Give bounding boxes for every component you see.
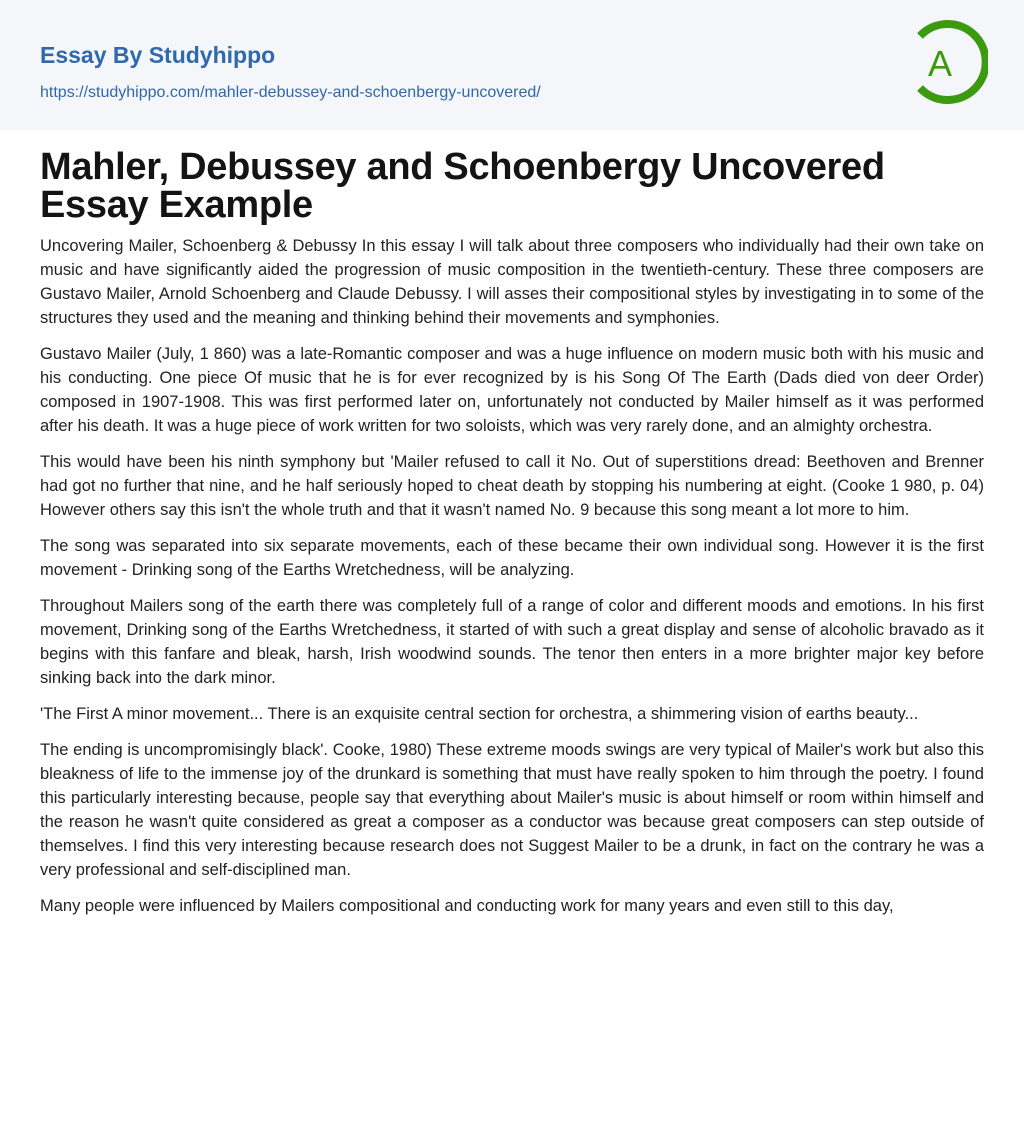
paragraph: The ending is uncompromisingly black'. Cooke, 1980) These extreme moods swings are very typical of Mailer's work but also this bleakness of life to the immense joy of the drunkard is something that must have really spoken to him through the poetry. I found this particularly interesting because, people say that everything about Mailer's music is about himself or room within himself and the reason he wasn't quite considered as great a composer as a conductor was because great composers can step outside of themselves. I find this very interesting because research does not Suggest Mailer to be a drunk, in fact on the contrary he was a very professional and self-disciplined man. <box>40 741 984 879</box>
paragraph: 'The First A minor movement... There is an exquisite central section for orchestra, a shimmering vision of earths beauty... <box>40 705 919 723</box>
paragraph: Uncovering Mailer, Schoenberg & Debussy In this essay I will talk about three composers who individually had their own take on music and have significantly aided the progression of music composition in the twentieth-century. These three composers are Gustavo Mailer, Arnold Schoenberg and Claude Debussy. I will asses their compositional styles by investigating in to some of the structures they used and the meaning and thinking behind their movements and symphonies. <box>40 237 984 327</box>
paragraph: The song was separated into six separate movements, each of these became their own individual song. However it is the first movement - Drinking song of the Earths Wretchedness, will be analyzing. <box>40 537 984 579</box>
paragraph: This would have been his ninth symphony but 'Mailer refused to call it No. Out of superstitions dread: Beethoven and Brenner had got no further that nine, and he half seriously hoped to cheat death by stopping his numbering at eight. (Cooke 1 980, p. 04) However others say this isn't the whole truth and that it wasn't named No. 9 because this song meant a lot more to him. <box>40 453 984 519</box>
paragraph: Throughout Mailers song of the earth there was completely full of a range of color and different moods and emotions. In his first movement, Drinking song of the Earths Wretchedness, it started of with such a great display and sense of alcoholic bravado as it begins with this fanfare and bleak, harsh, Irish woodwind sounds. The tenor then enters in a more brighter major key before sinking back into the dark minor. <box>40 597 984 687</box>
svg-text:A: A <box>927 43 953 84</box>
page-title: Mahler, Debussey and Schoenbergy Uncovered Essay Example <box>40 146 885 226</box>
paragraph: Many people were influenced by Mailers compositional and conducting work for many years and even still to this day, <box>40 897 894 915</box>
essay-url-link[interactable]: https://studyhippo.com/mahler-debussey-and-schoenbergy-uncovered/ <box>40 84 541 101</box>
essay-body <box>40 234 984 930</box>
studyhippo-logo-icon[interactable] <box>912 18 988 106</box>
site-header <box>0 0 1024 130</box>
paragraph: Gustavo Mailer (July, 1 860) was a late-Romantic composer and was a huge influence on modern music both with his music and his conducting. One piece Of music that he is for ever recognized by is his Song Of The Earth (Dads died von deer Order) composed in 1907-1908. This was first performed later on, unfortunately not conducted by Mailer himself as it was performed after his death. It was a huge piece of work written for two soloists, which was very rarely done, and an almighty orchestra. <box>40 345 984 435</box>
brand-title[interactable]: Essay By Studyhippo <box>40 42 276 68</box>
